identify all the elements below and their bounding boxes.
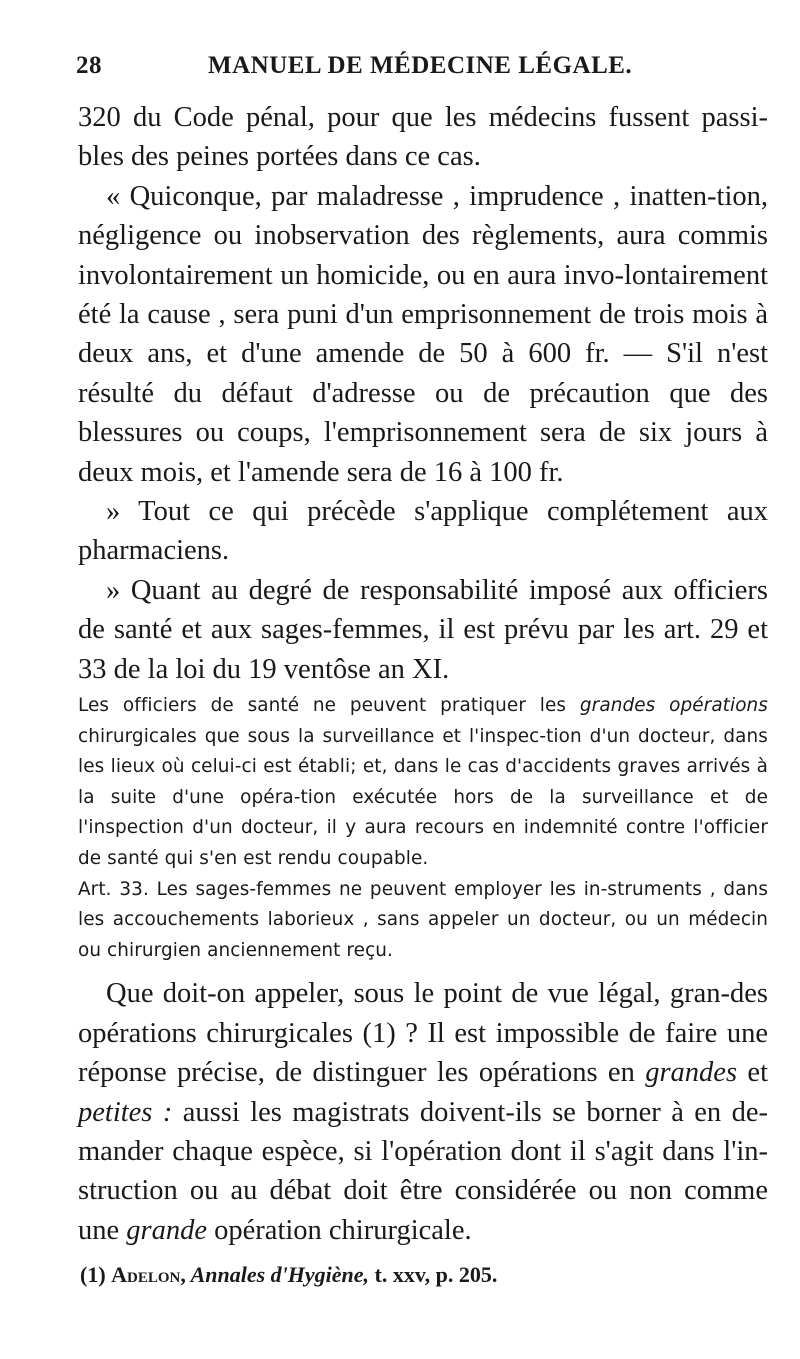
emphasis: grandes <box>645 1057 738 1089</box>
paragraph-responsabilite: » Quant au degré de responsabilité imposé aux officiers de santé et aux sages-femmes, il est prévu par les art. 29 et 33 de la loi du 19 ventôse an XI. <box>78 574 768 685</box>
emphasis: grande <box>126 1214 208 1246</box>
text-run: Les officiers de santé ne peuvent pratiquer les <box>78 695 580 717</box>
paragraph-que-doit-on <box>78 974 768 1250</box>
emphasis: petites : <box>78 1096 173 1128</box>
text-run: aussi les magistrats doivent-ils se borner à en de-mander chaque espèce, si l'opération dont il s'agit dans l'in-struction ou au débat doit être considérée ou non comme une <box>78 1096 768 1246</box>
footnote-marker: (1) <box>80 1262 112 1288</box>
footnote-work: Annales d'Hygiène, <box>185 1262 370 1288</box>
text-run: chirurgicales que sous la surveillance et l'inspec-tion d'un docteur, dans les lieux où celui-ci est établi; et, dans le cas d'accidents graves arrivés à la suite d'une opéra-tion exécutée hors de la surveillance et de l'inspection d'un docteur, il y aura recours en indemnité contre l'officier de santé qui s'en est rendu coupable. <box>78 725 768 870</box>
emphasis: grandes opérations <box>579 695 768 717</box>
paragraph-art-33: Art. 33. Les sages-femmes ne peuvent employer les in-struments , dans les accouchements laborieux , sans appeler un docteur, ou un médecin ou chirurgien anciennement reçu. <box>78 878 768 961</box>
text-run: et <box>737 1057 768 1089</box>
paragraph-quiconque: « Quiconque, par maladresse , imprudence , inatten-tion, négligence ou inobservation des règlements, aura commis involontairement un homicide, ou en aura invo-lontairement été la cause , sera puni d'un emprisonnement de trois mois à deux ans, et d'une amende de 50 à 600 fr. — S'il n'est résulté du défaut d'adresse ou de précaution que des blessures ou coups, l'emprisonnement sera de six jours à deux mois, et l'amende sera de 16 à 100 fr. <box>78 180 768 488</box>
page-header <box>78 52 768 92</box>
footnote <box>80 1260 768 1290</box>
page-number: 28 <box>76 52 102 79</box>
book-page <box>78 52 768 1290</box>
footnote-author: Adelon, <box>111 1262 186 1288</box>
text-run: Que doit-on appeler, sous le point de vue légal, gran-des opérations chirurgicales (1) ? Il est impossible de faire une réponse précise, de distinguer les opérations en <box>78 978 768 1089</box>
footnote-ref: t. xxv, p. 205. <box>369 1262 498 1288</box>
paragraph-officiers-sante <box>78 691 768 875</box>
running-title: MANUEL DE MÉDECINE LÉGALE. <box>208 52 633 79</box>
paragraph-code-penal: 320 du Code pénal, pour que les médecins fussent passi-bles des peines portées dans ce cas. <box>78 102 768 173</box>
text-run: opération chirurgicale. <box>207 1214 472 1246</box>
paragraph-pharmaciens: » Tout ce qui précède s'applique complétement aux pharmaciens. <box>78 496 768 567</box>
